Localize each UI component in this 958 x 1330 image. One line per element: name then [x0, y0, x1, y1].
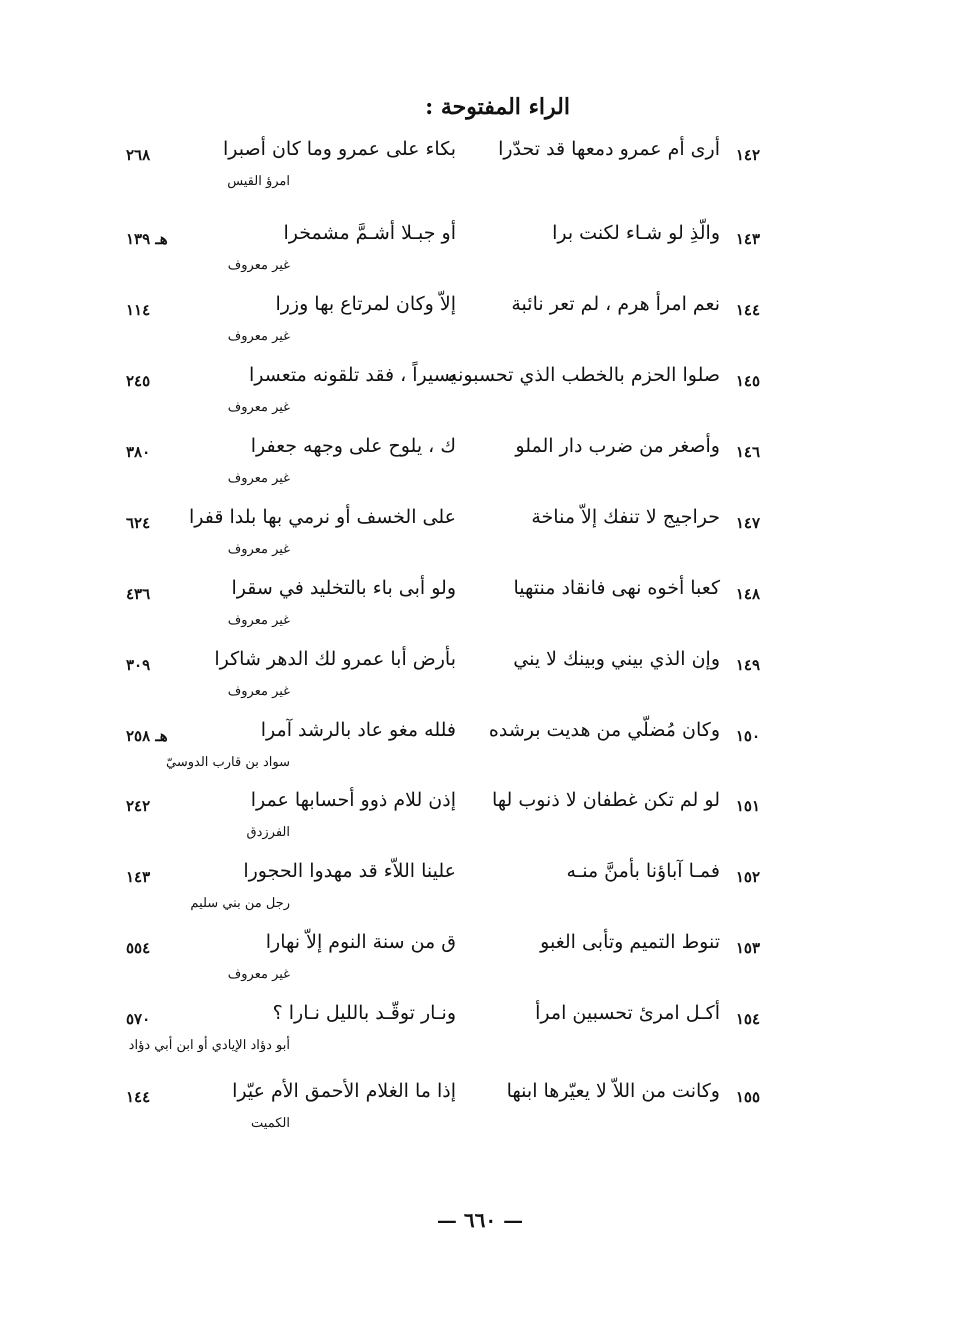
second-hemistich: ق من سنة النوم إلاّ نهارا	[265, 931, 456, 953]
poet-attribution: الكميت	[251, 1116, 290, 1131]
verse-number: ١٥٢	[735, 868, 760, 886]
page-reference: ١١٤	[126, 301, 151, 319]
poet-attribution: الفرزدق	[246, 825, 290, 840]
page-reference: ١٤٤	[126, 1088, 151, 1106]
first-hemistich: وإن الذي بيني وبينك لا يني	[513, 648, 720, 670]
page-reference: هـ ٢٥٨	[126, 727, 168, 745]
second-hemistich: ك ، يلوح على وجهه جعفرا	[250, 435, 456, 457]
second-hemistich: ولو أبى باء بالتخليد في سقرا	[231, 577, 456, 599]
page-reference: ٢٤٢	[126, 797, 151, 815]
verse-entry	[0, 1002, 958, 1072]
first-hemistich: أكـل امرئ تحسبين امرأ	[535, 1002, 720, 1024]
first-hemistich: تنوط التميم وتأبى الغبو	[540, 931, 720, 953]
second-hemistich: إلاّ وكان لمرتاع بها وزرا	[275, 293, 456, 315]
verse-number: ١٥٣	[735, 939, 760, 957]
first-hemistich: نعم امرأ هرم ، لم تعر نائبة	[511, 293, 720, 315]
verse-number: ١٤٢	[735, 146, 760, 164]
verse-number: ١٤٦	[735, 443, 760, 461]
page-number: — ٦٦٠ —	[436, 1208, 524, 1232]
page-reference: ٣٨٠	[126, 443, 151, 461]
verse-number: ١٥٥	[735, 1088, 760, 1106]
poet-attribution: غير معروف	[227, 329, 290, 344]
first-hemistich: حراجيج لا تنفك إلاّ مناخة	[531, 506, 720, 528]
page-reference: هـ ١٣٩	[126, 230, 168, 248]
first-hemistich: وكانت من اللاّ لا يعيّرها ابنها	[506, 1080, 720, 1102]
section-heading: الراء المفتوحة :	[425, 94, 570, 120]
second-hemistich: على الخسف أو نرمي بها بلدا قفرا	[188, 506, 456, 528]
verse-number: ١٤٤	[735, 301, 760, 319]
poet-attribution: غير معروف	[227, 400, 290, 415]
first-hemistich: كعبا أخوه نهى فانقاد منتهيا	[513, 577, 720, 599]
verse-entry	[0, 435, 958, 505]
second-hemistich: فلله مغو عاد بالرشد آمرا	[260, 719, 456, 741]
page-reference: ٢٦٨	[126, 146, 151, 164]
second-hemistich: بأرض أبا عمرو لك الدهر شاكرا	[214, 648, 456, 670]
verse-entry	[0, 577, 958, 647]
first-hemistich: وكان مُضلّي من هديت برشده	[488, 719, 720, 741]
poet-attribution: سواد بن قارب الدوسيّ	[165, 755, 290, 770]
poet-attribution: غير معروف	[227, 471, 290, 486]
verse-number: ١٤٧	[735, 514, 760, 532]
poet-attribution: غير معروف	[227, 684, 290, 699]
page-reference: ٢٤٥	[126, 372, 151, 390]
page-reference: ٦٢٤	[126, 514, 151, 532]
verse-entry	[0, 719, 958, 789]
verse-number: ١٤٣	[735, 230, 760, 248]
verse-entry	[0, 1080, 958, 1150]
poet-attribution: غير معروف	[227, 967, 290, 982]
page-reference: ٣٠٩	[126, 656, 151, 674]
verse-entry	[0, 293, 958, 363]
second-hemistich: علينا اللاّء قد مهدوا الحجورا	[243, 860, 456, 882]
second-hemistich: إذن للام ذوو أحسابها عمرا	[250, 789, 456, 811]
second-hemistich: أو جبـلا أشـمَّ مشمخرا	[283, 222, 456, 244]
poet-attribution: أبو دؤاد الإيادي أو ابن أبي دؤاد	[128, 1038, 290, 1053]
verse-entry	[0, 860, 958, 930]
second-hemistich: إذا ما الغلام الأحمق الأم عيّرا	[232, 1080, 456, 1102]
poet-attribution: رجل من بني سليم	[190, 896, 290, 911]
first-hemistich: والّذِ لو شـاء لكنت برا	[552, 222, 720, 244]
first-hemistich: فمـا آباؤنا بأمنَّ منـه	[566, 860, 720, 882]
poet-attribution: امرؤ القيس	[227, 174, 290, 189]
page-reference: ١٤٣	[126, 868, 151, 886]
verse-number: ١٥٤	[735, 1010, 760, 1028]
poet-attribution: غير معروف	[227, 542, 290, 557]
page-reference: ٥٥٤	[126, 939, 151, 957]
verse-entry	[0, 222, 958, 292]
first-hemistich: أرى أم عمرو دمعها قد تحدّرا	[498, 138, 720, 160]
verse-number: ١٤٩	[735, 656, 760, 674]
first-hemistich: صلوا الحزم بالخطب الذي تحسبونه	[447, 364, 720, 386]
verse-entry	[0, 364, 958, 434]
page-reference: ٥٧٠	[126, 1010, 151, 1028]
second-hemistich: يسيراً ، فقد تلقونه متعسرا	[249, 364, 456, 386]
verse-number: ١٤٨	[735, 585, 760, 603]
verse-entry	[0, 648, 958, 718]
poet-attribution: غير معروف	[227, 613, 290, 628]
verse-number: ١٥٠	[735, 727, 760, 745]
verse-number: ١٥١	[735, 797, 760, 815]
verse-entry	[0, 789, 958, 859]
verse-entry	[0, 138, 958, 208]
poet-attribution: غير معروف	[227, 258, 290, 273]
first-hemistich: لو لم تكن غطفان لا ذنوب لها	[491, 789, 720, 811]
verse-entry	[0, 931, 958, 1001]
first-hemistich: وأصغر من ضرب دار الملو	[515, 435, 720, 457]
verse-number: ١٤٥	[735, 372, 760, 390]
second-hemistich: ونـار توقّـد بالليل نـارا ؟	[272, 1002, 456, 1024]
page-reference: ٤٣٦	[126, 585, 151, 603]
verse-entry	[0, 506, 958, 576]
second-hemistich: بكاء على عمرو وما كان أصبرا	[223, 138, 456, 160]
